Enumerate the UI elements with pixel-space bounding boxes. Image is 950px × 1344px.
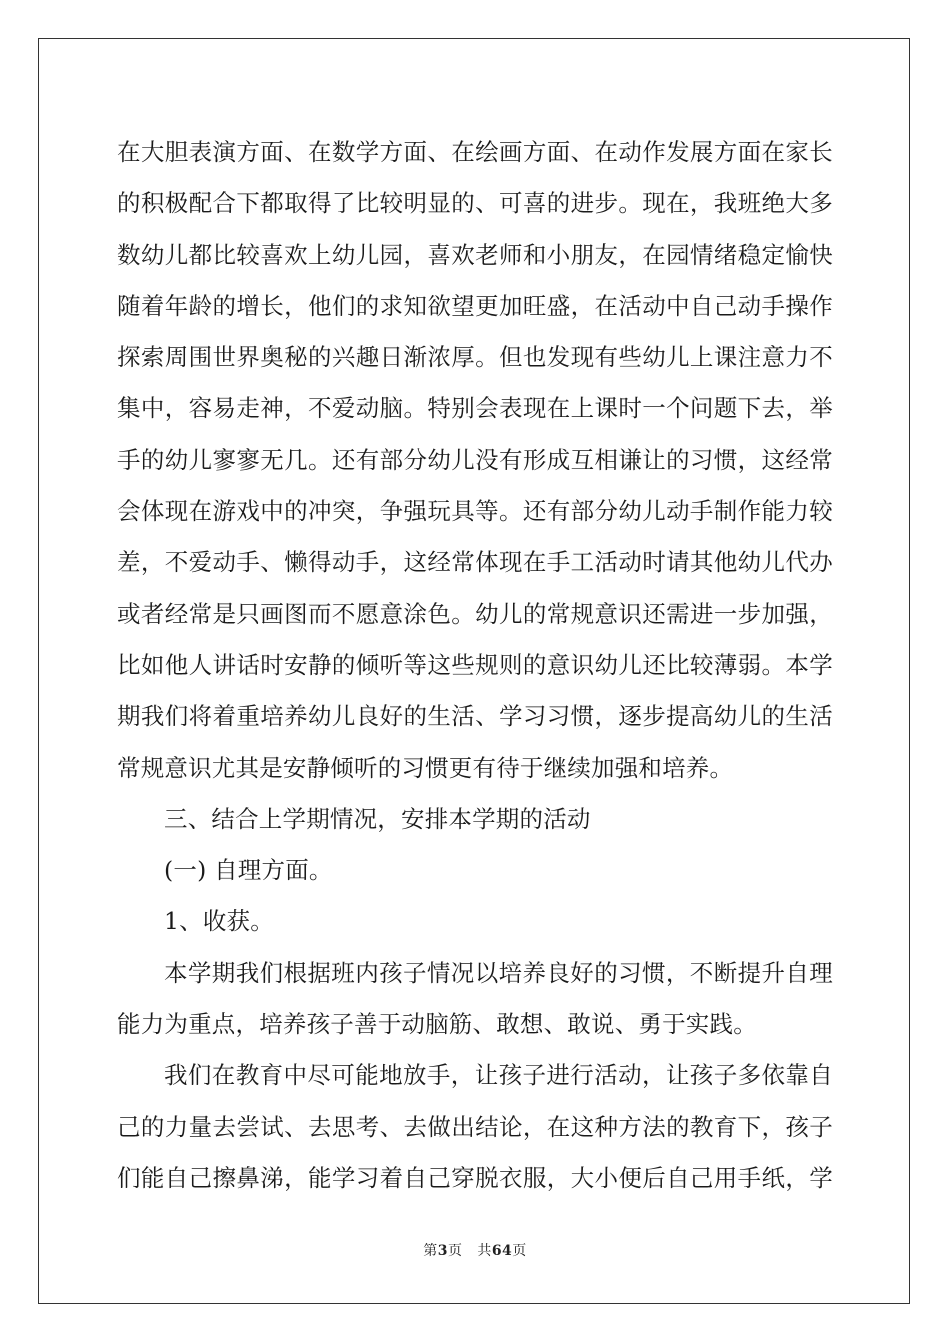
footer-page-suffix: 页 — [447, 1243, 463, 1259]
text-line: 比如他人讲话时安静的倾听等这些规则的意识幼儿还比较薄弱。本学 — [117, 650, 833, 679]
section-heading: 三、结合上学期情况，安排本学期的活动 — [164, 804, 591, 833]
text-line: 己的力量去尝试、去思考、去做出结论，在这种方法的教育下，孩子 — [117, 1112, 833, 1141]
page-footer — [0, 1240, 950, 1260]
text-line: 会体现在游戏中的冲突，争强玩具等。还有部分幼儿动手制作能力较 — [117, 497, 833, 526]
text-line: 差，不爱动手、懒得动手，这经常体现在手工活动时请其他幼儿代办 — [117, 548, 833, 577]
text-line: 的积极配合下都取得了比较明显的、可喜的进步。现在，我班绝大多 — [117, 189, 833, 218]
text-line: 随着年龄的增长，他们的求知欲望更加旺盛，在活动中自己动手操作 — [117, 291, 833, 320]
footer-prefix: 第 — [423, 1243, 438, 1259]
text-line: 或者经常是只画图而不愿意涂色。幼儿的常规意识还需进一步加强， — [117, 599, 833, 628]
current-page-number: 3 — [437, 1243, 448, 1259]
text-line: 我们在教育中尽可能地放手，让孩子进行活动，让孩子多依靠自 — [164, 1061, 833, 1090]
text-line: 本学期我们根据班内孩子情况以培养良好的习惯，不断提升自理 — [164, 958, 833, 987]
text-line: 在大胆表演方面、在数学方面、在绘画方面、在动作发展方面在家长 — [117, 138, 833, 166]
footer-total-suffix: 页 — [512, 1243, 527, 1259]
subsection-heading: (一) 自理方面。 — [164, 856, 333, 885]
footer-total-prefix: 共 — [477, 1243, 492, 1259]
text-line: 能力为重点，培养孩子善于动脑筋、敢想、敢说、勇于实践。 — [117, 1010, 757, 1039]
text-line: 常规意识尤其是安静倾听的习惯更有待于继续加强和培养。 — [117, 753, 734, 782]
text-line: 们能自己擦鼻涕，能学习着自己穿脱衣服，大小便后自己用手纸，学 — [117, 1163, 833, 1192]
text-line: 集中，容易走神，不爱动脑。特别会表现在上课时一个问题下去，举 — [117, 394, 833, 423]
document-body — [117, 127, 833, 1204]
item-heading: 1、收获。 — [164, 907, 274, 936]
text-line: 期我们将着重培养幼儿良好的生活、学习习惯，逐步提高幼儿的生活 — [117, 702, 833, 731]
total-page-count: 64 — [491, 1243, 513, 1259]
text-line: 数幼儿都比较喜欢上幼儿园，喜欢老师和小朋友，在园情绪稳定愉快 — [117, 240, 833, 269]
text-line: 手的幼儿寥寥无几。还有部分幼儿没有形成互相谦让的习惯，这经常 — [117, 445, 833, 474]
text-line: 探索周围世界奥秘的兴趣日渐浓厚。但也发现有些幼儿上课注意力不 — [117, 343, 833, 372]
